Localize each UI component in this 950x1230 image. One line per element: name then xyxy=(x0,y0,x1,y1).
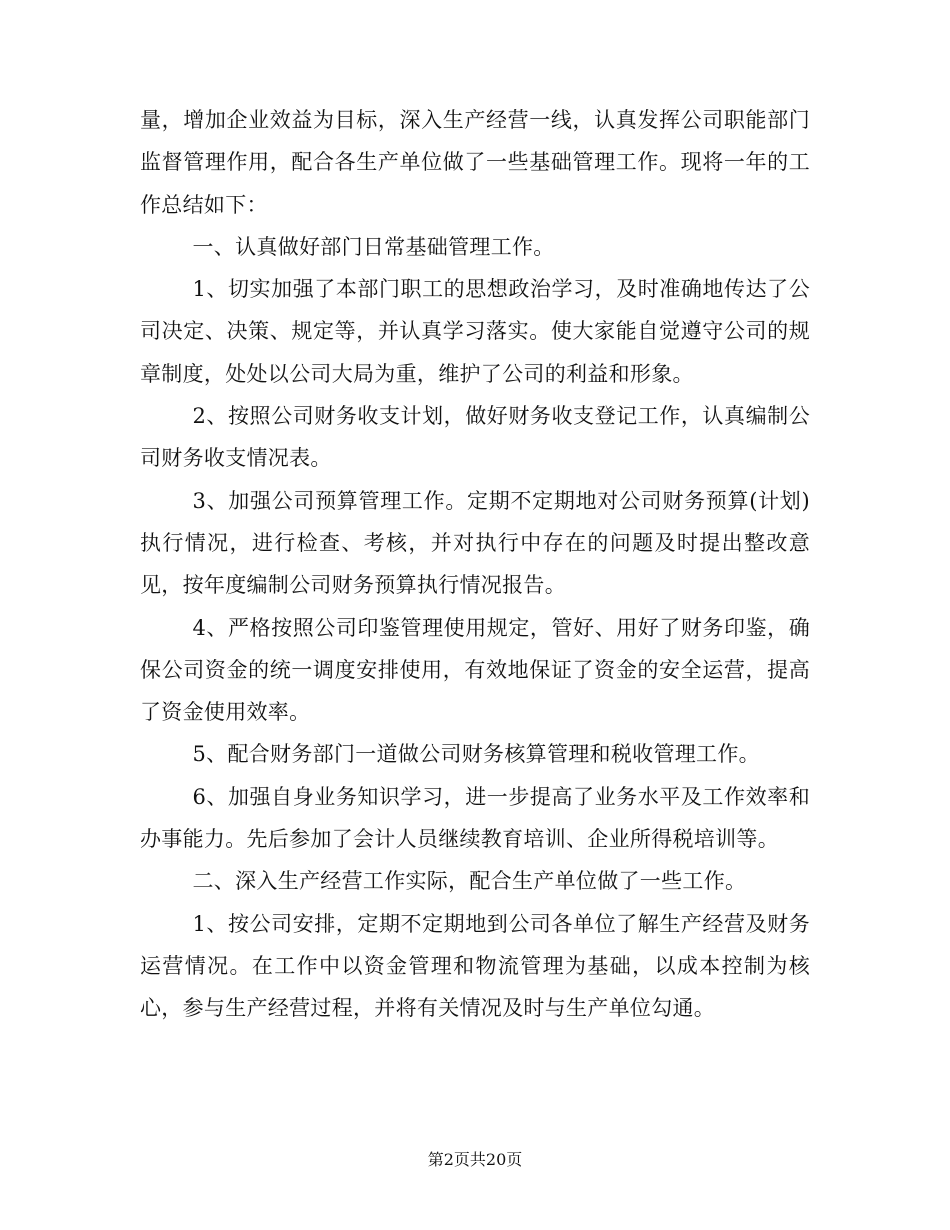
page-number-footer: 第2页共20页 xyxy=(427,1150,523,1169)
paragraph-item: 2、按照公司财务收支计划，做好财务收支登记工作，认真编制公司财务收支情况表。 xyxy=(140,404,810,471)
paragraph-item: 6、加强自身业务知识学习，进一步提高了业务水平及工作效率和办事能力。先后参加了会计人员继续教育培训、企业所得税培训等。 xyxy=(140,784,810,852)
paragraph-item: 3、加强公司预算管理工作。定期不定期地对公司财务预算(计划)执行情况，进行检查、考核，并对执行中存在的问题及时提出整改意见，按年度编制公司财务预算执行情况报告。 xyxy=(140,488,810,598)
document-body xyxy=(140,99,810,1030)
section-heading-1: 一、认真做好部门日常基础管理工作。 xyxy=(192,234,555,259)
paragraph-item: 1、切实加强了本部门职工的思想政治学习，及时准确地传达了公司决定、决策、规定等，并认真学习落实。使大家能自觉遵守公司的规章制度，处处以公司大局为重，维护了公司的利益和形象。 xyxy=(140,277,810,386)
paragraph-item: 4、严格按照公司印鉴管理使用规定，管好、用好了财务印鉴，确保公司资金的统一调度安排使用，有效地保证了资金的安全运营，提高了资金使用效率。 xyxy=(140,615,810,725)
paragraph-continuation: 量，增加企业效益为目标，深入生产经营一线，认真发挥公司职能部门监督管理作用，配合各生产单位做了一些基础管理工作。现将一年的工作总结如下： xyxy=(140,108,810,217)
paragraph-item: 1、按公司安排，定期不定期地到公司各单位了解生产经营及财务运营情况。在工作中以资金管理和物流管理为基础，以成本控制为核心，参与生产经营过程，并将有关情况及时与生产单位勾通。 xyxy=(140,911,810,1021)
section-heading-2: 二、深入生产经营工作实际，配合生产单位做了一些工作。 xyxy=(192,869,747,894)
paragraph-item: 5、配合财务部门一道做公司财务核算管理和税收管理工作。 xyxy=(192,742,760,767)
